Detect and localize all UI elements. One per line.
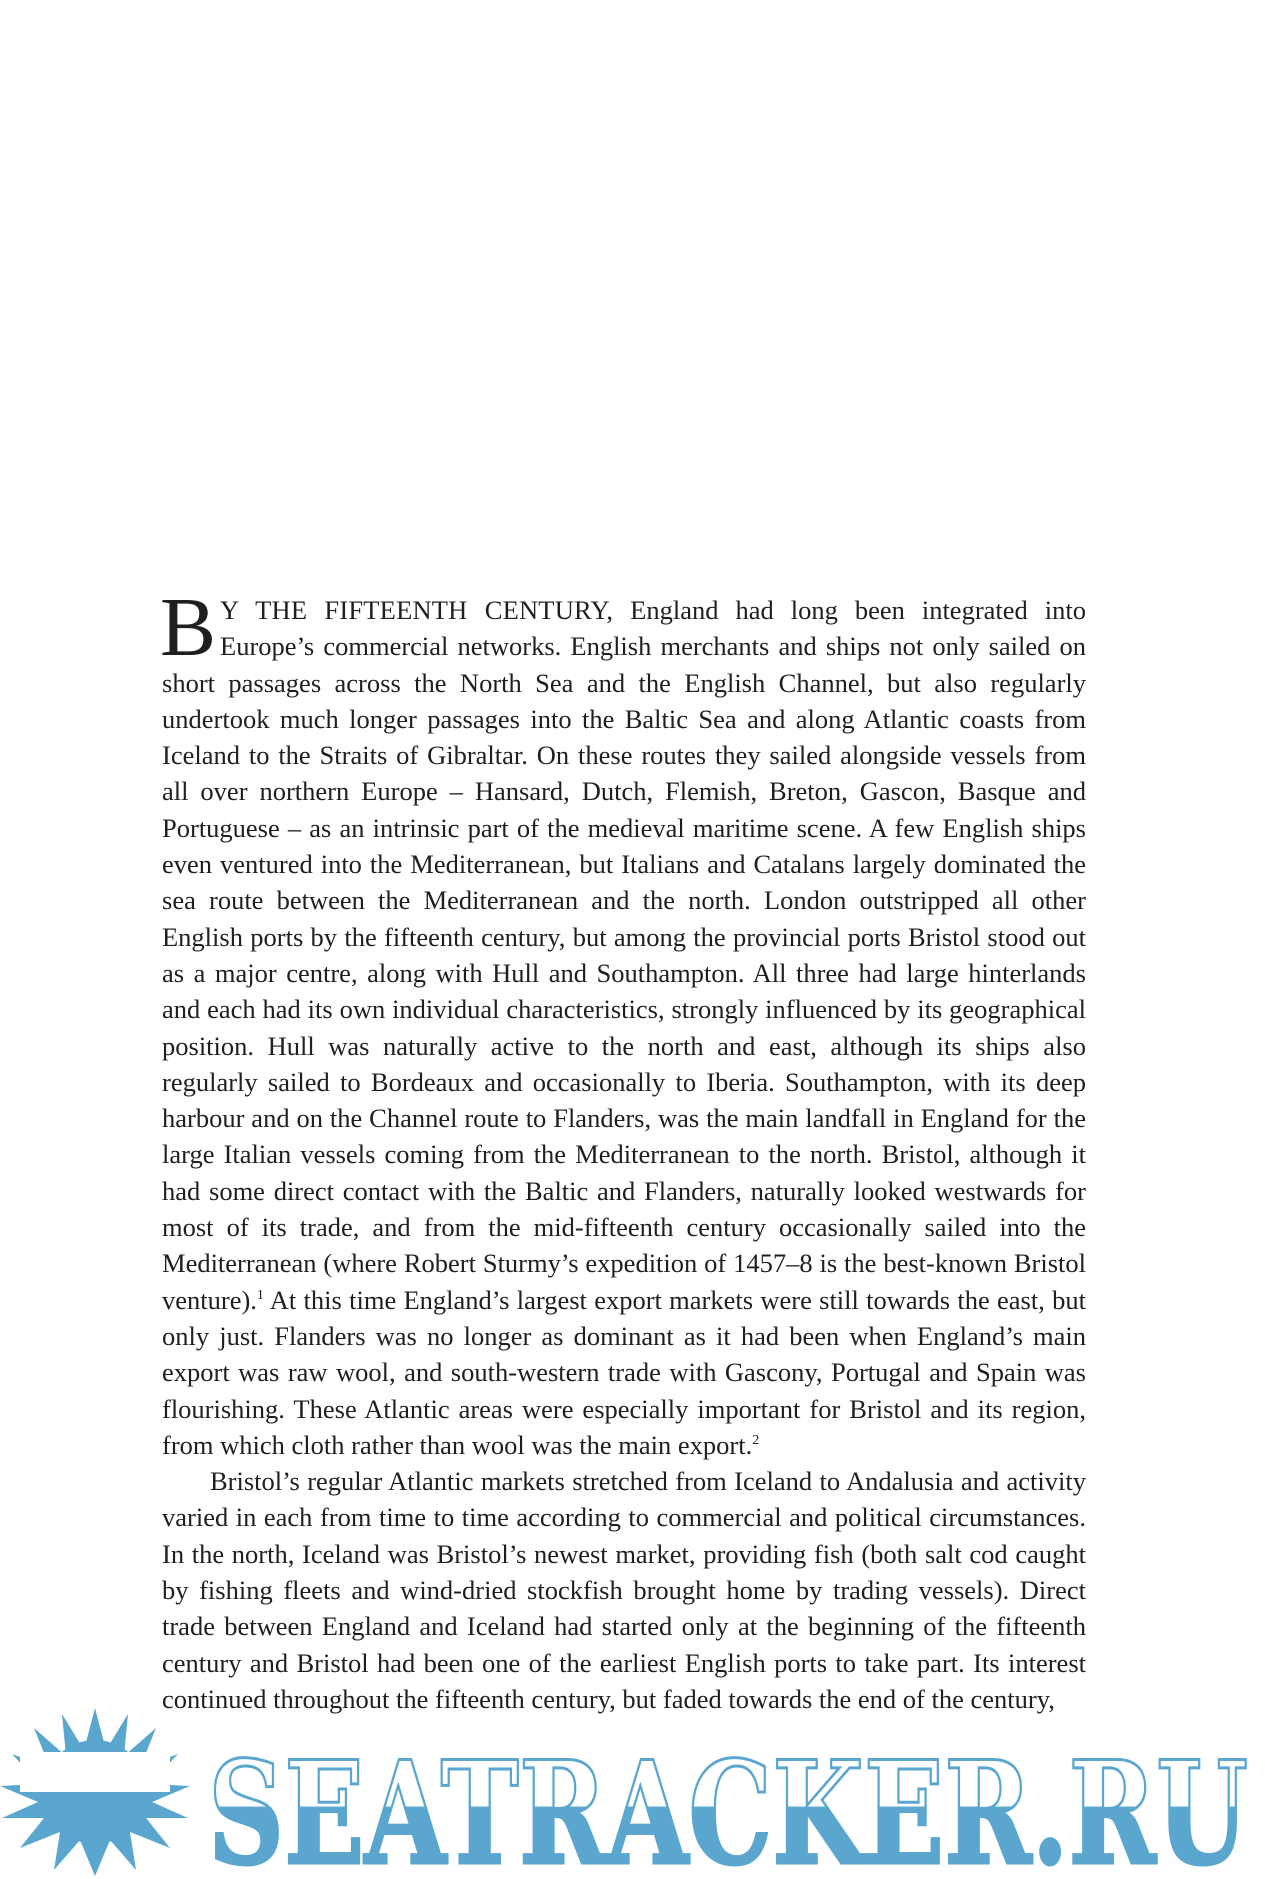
watermark-banner [0,1700,1265,1879]
footnote-ref-1[interactable]: 1 [256,1287,264,1303]
paragraph-2-text: Bristol’s regular Atlantic markets stretched from Iceland to Andalusia and activity varied in each from time to time according to commercial and political circumstances. In the north, Iceland was Bristol’s newest market, providing fish (both salt cod caught by fishing fleets and wind-dried stockfish brought home by trading vessels). Direct trade between England and Iceland had started only at the beginning of the fifteenth century and Bristol had been one of the earliest English ports to take part. Its interest continued throughout the fifteenth century, but faded towards the end of the century, [162,1466,1086,1714]
paragraph-2 [162,1463,1086,1717]
paragraph-1-text-continued: At this time England’s largest export markets were still towards the east, but only just. Flanders was no longer as dominant as it had been when England’s main export was raw wool, and south-western trade with Gascony, Portugal and Spain was flourishing. These Atlantic areas were especially important for Bristol and its region, from which cloth rather than wool was the main export. [162,1284,1086,1460]
drop-cap: B [160,581,217,674]
footnote-ref-2[interactable]: 2 [752,1433,760,1448]
watermark-text: SEATRACKER.RU [208,1731,1248,1879]
paragraph-1-text: England had long been integrated into Europe’s commercial networks. English merchants and ships not only sailed on short passages across the North Sea and the English Channel, but also regularly undertook much longer passages into the Baltic Sea and along Atlantic coasts from Iceland to the Straits of Gibraltar. On these routes they sailed alongside vessels from all over northern Europe – Hansard, Dutch, Flemish, Breton, Gascon, Basque and Portuguese – as an intrinsic part of the medieval maritime scene. A few English ships even ventured into the Mediterranean, but Italians and Catalans largely dominated the sea route between the Mediterranean and the north. London outstripped all other English ports by the fifteenth century, but among the provincial ports Bristol stood out as a major centre, along with Hull and Southampton. All three had large hinterlands and each had its own individual characteristics, strongly influenced by its geographical position. Hull was naturally active to the north and east, although its ships also regularly sailed to Bordeaux and occasionally to Iberia. Southampton, with its deep harbour and on the Channel route to Flanders, was the main landfall in England for the large Italian vessels coming from the Mediterranean to the north. Bristol, although it had some direct contact with the Baltic and Flanders, naturally looked westwards for most of its trade, and from the mid-fifteenth century occasionally sailed into the Mediterranean (where Robert Sturmy’s expedition of 1457–8 is the best-known Bristol venture). [162,595,1086,1315]
lead-in-smallcaps: Y THE FIFTEENTH CENTURY, [220,595,614,625]
paragraph-1 [160,581,1086,1463]
sun-logo-icon [0,1708,190,1876]
body-text [160,581,1086,1717]
